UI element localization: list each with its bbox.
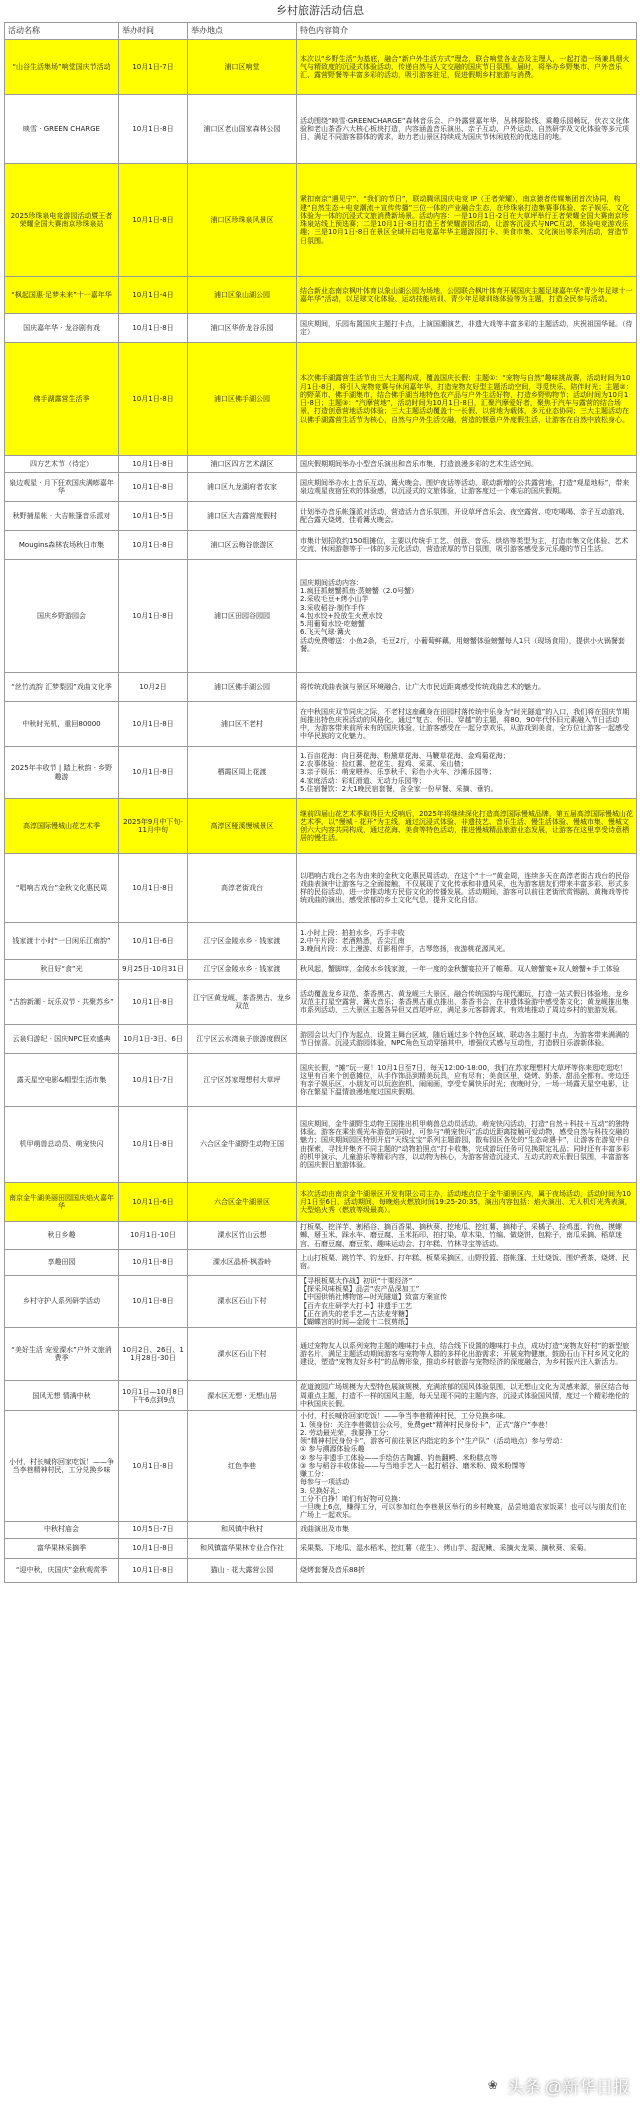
activity-description-cell: 国庆期间活动内容： 1.疯狂抓螃蟹抓鱼·蒸螃蟹（2.0号蟹） 2.采收毛豆+烤小山芋 3.采收稻谷·制作手作 4.包水饺+投放生火煮水饺 5.用葡萄水饺·吃螃蟹 6.飞天气球·篝火 活动免费赠送：小鱼2条，毛豆2斤，小葡萄鲜藕，用螃蟹体验螃蟹每人1只（现场食用），提供小火锅餐套餐。 bbox=[297, 560, 637, 673]
activity-description-cell: 市集计划招收约150组摊位，主要以传统手工艺、创意、音乐、烘焙等类型为主，打造市集文化体验、艺术交流、休闲游憩等于一体的多元化活动，营造浓厚的节日氛围，吸引游客感受多元乐趣的节日生活。 bbox=[297, 531, 637, 560]
activity-name-cell: 2025珍珠泉电竞游园活动暨王者荣耀全国大赛南京珍珠泉站 bbox=[5, 164, 119, 277]
activity-description-cell: 以唱响古戏台之名为由来的金秋文化惠民周活动，在这个“十一”黄金周，连续多天在高淳老街古戏台的民俗戏曲表演中让游客与之全面接触，不仅展现了文化传承和非遗风采，也为游客朋友们带来丰富多彩、形式多样的民俗活动，进一步推动地方民俗文化的传播发展。活动期间，游客可以前往老街欣赏锡剧、黄梅戏等传统戏曲的演出，感受浓郁的乡土文化气息，提升文化自信。 bbox=[297, 854, 637, 923]
activity-place-cell: 浦口区华侨龙谷乐园 bbox=[188, 314, 297, 343]
activity-place-cell: 六合区金牛湖景区 bbox=[188, 1183, 297, 1222]
table-row bbox=[5, 1328, 637, 1381]
activity-time-cell: 10月2日 bbox=[119, 673, 188, 702]
activity-name-cell: 秋日好“食”光 bbox=[5, 960, 119, 980]
toutiao-logo-icon: ❀ bbox=[483, 2075, 503, 2095]
table-row bbox=[5, 40, 637, 95]
activity-time-cell: 10月1日-8日 bbox=[119, 1558, 188, 1582]
activity-description-cell: 通过宠物友人以系列宠物主题的趣味打卡点，结合线下设置的趣味打卡点，成功打造“宠物友好村”的新型旅游名片，满足主题活动期间游客与宠物等人群的多样化出游需求；开展宠物健康，鼓励石山下村乡风文化的建设，塑造“宠物友好乡村”的品牌形象，推动乡村旅游与宠物经济的深度融合，为乡村振兴注入新活力。 bbox=[297, 1328, 637, 1381]
table-row bbox=[5, 1275, 637, 1328]
activity-name-cell: “古韵新潮 · 玩乐双节 · 共聚苏乡” bbox=[5, 980, 119, 1025]
table-row bbox=[5, 560, 637, 673]
activity-name-cell: 中秋村庙会 bbox=[5, 1521, 119, 1538]
page-title: 乡村旅游活动信息 bbox=[276, 4, 364, 17]
column-header-place: 举办地点 bbox=[188, 23, 297, 40]
table-row bbox=[5, 95, 637, 164]
activity-description-cell: 结合新业态南京枫叶体育以象山湖公园为场地，公园联合枫叶体育开展国庆主题足球嘉年华“青少年足球十一嘉年华”活动，以足球文化体验、运动技能培训、青少年足球训练体验等为主题，打造全民参与活动。 bbox=[297, 277, 637, 314]
table-row bbox=[5, 702, 637, 747]
watermark-text: @新华日报 bbox=[544, 2077, 630, 2097]
table-row bbox=[5, 1381, 637, 1411]
activity-time-cell: 10月1日-7日 bbox=[119, 40, 188, 95]
activity-name-cell: “美好生活 宠爱溧水”户外文旅消费季 bbox=[5, 1328, 119, 1381]
activity-place-cell: 浦口区云梅谷旅游区 bbox=[188, 531, 297, 560]
table-row bbox=[5, 1183, 637, 1222]
activity-place-cell: 溧水区石山下村 bbox=[188, 1275, 297, 1328]
activity-place-cell: 高淳老街戏台 bbox=[188, 854, 297, 923]
activity-name-cell: “迎中秋，庆国庆”金秋观赏季 bbox=[5, 1558, 119, 1582]
activity-description-cell: 戏曲演出及市集 bbox=[297, 1521, 637, 1538]
activity-name-cell: “丝竹流韵 汇梦梨园”戏曲文化季 bbox=[5, 673, 119, 702]
activity-time-cell: 10月1日-8日 bbox=[119, 164, 188, 277]
activity-name-cell: 四方艺术节（待定） bbox=[5, 456, 119, 473]
activity-place-cell: 高淳区桠溪慢城景区 bbox=[188, 799, 297, 854]
activity-time-cell: 10月1日-8日 bbox=[119, 1411, 188, 1521]
activity-description-cell: 国庆期间，金牛湖野生动物王国推出机甲萌兽总动员活动。萌宠快闪活动，打造“自然＋科技＋互动”的独特体验。游客在乘坐观光车游览的同时，可参与“萌宠快闪”活动近距离接触可爱动物，感受自然与科技交融的魅力；国庆期间园区特别开启“天线宝宝”系列主题游园，散布园区各处的“生态奇遇卡”，让游客在游览中自由探索，寻找并集齐不同主题的“动物拍照点”打卡收集，完成游玩任务可兑换限定礼品；同时还有丰富多彩的机甲演示、儿童游乐等精彩内容，以动物为核心，为游客营造沉浸式、互动式的欢乐假日氛围，丰富游客的国庆假日旅游体验。 bbox=[297, 1107, 637, 1183]
activity-description-cell: 【寻根板栗大作战】初识“十栗经济” 【探采风味板栗】品尝“农产品深加工” 【中国供销社博物馆—时光隧道】致富方案宣传 【百卉农庄研学大打卡】非遗手工艺 【正在消失的老手艺—古法麦芽糖】 【蝴蝶宫的时间—金陵十二钗剪纸】 bbox=[297, 1275, 637, 1328]
activity-place-cell: 栖霞区周上花渡 bbox=[188, 747, 297, 799]
activity-time-cell: 9月25日-10月31日 bbox=[119, 960, 188, 980]
activity-time-cell: 2025年9月中下旬-11月中旬 bbox=[119, 799, 188, 854]
activity-name-cell: 泉边观星 · 月下狂欢国庆满嘭嘉年华 bbox=[5, 473, 119, 502]
activity-place-cell: 浦口区佛手湖公园 bbox=[188, 343, 297, 456]
activity-place-cell: 溧水区无想 · 无想山居 bbox=[188, 1381, 297, 1411]
activity-table bbox=[4, 22, 637, 1583]
table-row bbox=[5, 277, 637, 314]
table-row bbox=[5, 456, 637, 473]
activity-description-cell: 继前四届山花艺术季取得巨大反响后，2025年将继续深化打造高淳国际慢城品牌，第五届高淳国际慢城山花艺术季，以“慢城 · 花开”为主线，通过沉浸式体验、非遗技艺、音乐生活、慢生活体验、慢城市集、慢城文创六大内容共同构成，通过花海、美食等特色活动，推进慢城精品旅游业态发展，让游客在这里享受诗意栖居的慢生活。 bbox=[297, 799, 637, 854]
activity-description-cell: 上山打板栗、跳竹竿、钓龙虾、打年糕、板栗采摘区，山野投篮、搭帐篷、土灶烧饭、围炉煮茶、烧烤、民宿。 bbox=[297, 1249, 637, 1275]
activity-time-cell: 10月2日、26日、11月28日-30日 bbox=[119, 1328, 188, 1381]
activity-place-cell: 江宁区黄龙岘、茶香黑古、龙乡双范 bbox=[188, 980, 297, 1025]
table-row bbox=[5, 1521, 637, 1538]
activity-name-cell: 秋野捕星帐 · 大吉帐篷音乐派对 bbox=[5, 502, 119, 531]
activity-time-cell: 10月1日-8日 bbox=[119, 560, 188, 673]
activity-name-cell: “枫起国惠·足梦未来”十一嘉年华 bbox=[5, 277, 119, 314]
activity-description-cell: 国庆期间举办水上音乐互动、篝火晚会、围炉夜话等活动，联动新增的公共露营地，打造“观星地标”，带来泉边观星夜宿狂欢的体验感，以沉浸式的文旅体验，让游客度过一个难忘的国庆假期。 bbox=[297, 473, 637, 502]
activity-description-cell: 活动覆盖龙乡双范、茶香黑古、黄龙岘三大景区，融合传统国韵与现代潮玩，打造一站式假日体验地，龙乡双范主打星空露营、篝火音乐；茶香黑古重点推出，茶香书会，在非遗体验游中感受茶文化；黄龙岘推出集市系列活动，三大景区主题各异但又首尾呼应，满足多元客群需求，有效地推动了周边乡村的旅游发展。 bbox=[297, 980, 637, 1025]
table-row bbox=[5, 531, 637, 560]
activity-place-cell: 江宁区金陵水乡 · 钱家渡 bbox=[188, 960, 297, 980]
activity-place-cell: 浦口区象山湖公园 bbox=[188, 277, 297, 314]
activity-name-cell: “唱响古戏台”金秋文化惠民周 bbox=[5, 854, 119, 923]
table-row bbox=[5, 1538, 637, 1558]
activity-time-cell: 10月1日-8日 bbox=[119, 1538, 188, 1558]
activity-description-cell: 烧烤套餐及音乐88折 bbox=[297, 1558, 637, 1582]
activity-time-cell: 10月1日-8日 bbox=[119, 314, 188, 343]
watermark-prefix: 头条 bbox=[506, 2077, 541, 2097]
table-row bbox=[5, 1411, 637, 1521]
activity-name-cell: 映雪 · GREEN CHARGE bbox=[5, 95, 119, 164]
activity-time-cell: 10月1日-3日、6日 bbox=[119, 1025, 188, 1054]
activity-description-cell: 花道渡园广场规模为大型特色展演规模，充满浓郁的国风体验氛围，以无想山文化为灵感来源，景区结合每周重点主题，打造不一样的国风主题，每天呈现不同的主题内容，沉浸式体验国风情，度过一个精彩绝伦的中秋国庆长假。 bbox=[297, 1381, 637, 1411]
activity-description-cell: 游园会以大门作为起点，设置主舞台区域，随后通过多个特色区域，联动各主题打卡点，为游客带来满满的节日惊喜。沉浸式游园体验，NPC角色互动穿插其中，增强仪式感与互动性，打造假日乐游新体验。 bbox=[297, 1025, 637, 1054]
activity-name-cell: 佛手湖露营生活季 bbox=[5, 343, 119, 456]
table-row bbox=[5, 960, 637, 980]
activity-description-cell: 国庆期间，乐园布置国庆主题打卡点，上演国潮演艺，非遗大戏等丰富多彩的主题活动，庆祝祖国华诞。（待定） bbox=[297, 314, 637, 343]
activity-place-cell: 江宁区金陵水乡 · 钱家渡 bbox=[188, 923, 297, 960]
activity-description-cell: 紧扣南京“遇见宁”、“我们的节日”，联动腾讯国庆电竞 IP（王者荣耀），南京猿者传媒集团首次协同，构建“自然生态＋电竞潮流＋宣传传播”三位一体的产业融合生态，在珍珠泉打造集赛事体验、亲子娱乐、文化体验为一体的沉浸式文旅消费新场景。活动内容：一是10月1日-2日在大草坪举行王者荣耀全国大赛南京珍珠泉站线上预选赛；二是10月1日-8日打造王者荣耀游园活动，让游客沉浸式与NPC互动，体验电竞游戏乐趣；三是10月1日-8日在景区全域开启电竞嘉年华主题游园打卡、美食市集、文化演出等系列活动，营造节日氛围。 bbox=[297, 164, 637, 277]
table-row bbox=[5, 799, 637, 854]
table-row bbox=[5, 854, 637, 923]
column-header-name: 活动名称 bbox=[5, 23, 119, 40]
activity-time-cell: 10月1日-8日 bbox=[119, 95, 188, 164]
activity-name-cell: 小付，村长喊你回家吃饭！——争当李巷精神村民，工分兑换乡味 bbox=[5, 1411, 119, 1521]
activity-place-cell: 和风镇中秋村 bbox=[188, 1521, 297, 1538]
activity-time-cell: 10月1日-8日 bbox=[119, 531, 188, 560]
activity-description-cell: 本次活动由南京金牛湖景区开发有限公司主办，活动地点位于金牛湖景区内，属于夜场活动，活动时间为10月1日至6日，活动期间，每晚焰火燃放时间19:25-20:35，演出内容包括：焰火演出、无人机灯光秀表演，大型焰火秀（燃放等级最高）。 bbox=[297, 1183, 637, 1222]
activity-place-cell: 溧水区晶桥·枫香岭 bbox=[188, 1249, 297, 1275]
activity-time-cell: 10月1日-8日 bbox=[119, 473, 188, 502]
activity-description-cell: 秋风起，蟹脚痒，金陵水乡钱家渡，一年一度的金秋蟹宴拉开了帷幕。双人螃蟹宴+双人螃蟹+手工体验 bbox=[297, 960, 637, 980]
activity-description-cell: 计划举办音乐帐篷派对活动，营造活力音乐氛围，开设草坪音乐会、夜空露营、吃吃喝喝、亲子互动游戏、配合露天烧烤，佳肴篝火晚会。 bbox=[297, 502, 637, 531]
activity-description-cell: 在中秋国庆双节同庆之际，不老村这座藏身在田园村落传统中乐身为“时光隧道”的入口，我们将在国庆节期间推出特色庆祝活动的风格化，通过“复古、怀旧、穿越”的主题，将80、90年代怀旧元素融入节日活动中，为游客带来前所未有的国庆体验，让游客感受在一起分享欢乐，从游戏到美食，全方位让游客一起感受中华民族的文化魅力。 bbox=[297, 702, 637, 747]
activity-place-cell: 浦口区响堂 bbox=[188, 40, 297, 95]
activity-name-cell: 机甲萌兽总动员、萌宠快闪 bbox=[5, 1107, 119, 1183]
table-row bbox=[5, 1558, 637, 1582]
table-header-row bbox=[5, 23, 637, 40]
table-row bbox=[5, 502, 637, 531]
table-row bbox=[5, 343, 637, 456]
activity-name-cell: 富华果林采摘季 bbox=[5, 1538, 119, 1558]
activity-description-cell: 活动围绕“映雪·GREENCHARGE”森林音乐会、户外露营嘉年华，丛林探险线、乘趣乐园畅玩，伏衣文化体验和老山茶香六大核心板块打造，内容涵盖音乐演出、亲子互动、户外运动、自然研学及文化体验等多元项目，满足不同游客群体的需求，助力老山景区持续成为国庆节休闲放松的优选目的地。 bbox=[297, 95, 637, 164]
activity-place-cell: 浦口区珍珠泉风景区 bbox=[188, 164, 297, 277]
table-row bbox=[5, 747, 637, 799]
activity-name-cell: 享趣田园 bbox=[5, 1249, 119, 1275]
table-row bbox=[5, 1249, 637, 1275]
activity-time-cell: 10月1日-8日 bbox=[119, 854, 188, 923]
table-row bbox=[5, 923, 637, 960]
activity-time-cell: 10月1日-8日 bbox=[119, 747, 188, 799]
activity-place-cell: 浦口区大吉露营度假村 bbox=[188, 502, 297, 531]
activity-time-cell: 10月1日-8日 bbox=[119, 1275, 188, 1328]
activity-name-cell: “山谷生活集场”响堂国庆节活动 bbox=[5, 40, 119, 95]
activity-name-cell: 秋日乡趣 bbox=[5, 1222, 119, 1250]
activity-time-cell: 10月1日—10月8日下午6点到9点 bbox=[119, 1381, 188, 1411]
table-row bbox=[5, 980, 637, 1025]
activity-name-cell: 乡村守护人系列研学活动 bbox=[5, 1275, 119, 1328]
activity-name-cell: 国风无想 情满中秋 bbox=[5, 1381, 119, 1411]
activity-place-cell: 浦口区九龙湖府者农家 bbox=[188, 473, 297, 502]
activity-time-cell: 10月1日-8日 bbox=[119, 343, 188, 456]
column-header-time: 举办时间 bbox=[119, 23, 188, 40]
activity-place-cell: 浦口区四方艺术湖区 bbox=[188, 456, 297, 473]
activity-name-cell: 2025年丰收节 | 踏上秋韵 · 乡野趣游 bbox=[5, 747, 119, 799]
column-header-description: 特色内容简介 bbox=[297, 23, 637, 40]
activity-description-cell: 采果梨、下地瓜、湿水稻米、挖红薯（花生）、烤山芋、捉泥鳅、采摘火龙果、摘秋葵、采菊。 bbox=[297, 1538, 637, 1558]
table-row bbox=[5, 673, 637, 702]
activity-description-cell: 本次佛手湖露营生活节由三大主题构成，覆盖国庆长假：主题①：“宠物与自然”趣味挑战赛，活动时间为10月1日-8日，将引入宠物竞赛与休闲嘉年华，打造宠物友好型主题活动空间，寻觅快乐、陪伴时光；主题②：的野菜市、佛手湖集市，结合佛手湖当地特色农产品与户外生活好物，打造乡野购物节；活动时间为10月1日-8日；主题③：“汽摩营地”，活动时间为10月1日-8日，汇聚汽摩爱好者，聚焦于汽车与露营的结合场景，打造创意营地活动体验；三大主题活动覆盖十一长假，以营地为载体，多元业态协同；三大主题活动在以佛手湖露营生活节为核心，自然与户外生活交融，营造的惬意户外度假生活，让游客在自然中放松身心。 bbox=[297, 343, 637, 456]
activity-time-cell: 10月1日-8日 bbox=[119, 702, 188, 747]
activity-time-cell: 10月1日-8日 bbox=[119, 980, 188, 1025]
activity-time-cell: 10月1日-6日 bbox=[119, 923, 188, 960]
activity-name-cell: Mougins森林农场秋日市集 bbox=[5, 531, 119, 560]
activity-place-cell: 和风镇富华果林专业合作社 bbox=[188, 1538, 297, 1558]
activity-name-cell: 钱家渡十小时“一日闲乐江南韵” bbox=[5, 923, 119, 960]
activity-place-cell: 猫山 · 花大露营公园 bbox=[188, 1558, 297, 1582]
activity-place-cell: 浦口区不老村 bbox=[188, 702, 297, 747]
table-row bbox=[5, 473, 637, 502]
activity-place-cell: 江宁区苏家理想村大草坪 bbox=[188, 1054, 297, 1107]
activity-description-cell: 1.百亩花海：向日葵花海、粉黛草花海、马鞭草花海、金鸡菊花海； 2.农事体验：捡红薯、挖花生、捉鸡、采菜、采山楂； 3.亲子娱乐：萌宠喂养、乐享秋千、彩色小火车、沙滩乐园等； 4.家庭活动：彩虹滑道、无动力乐园等； 5.住宿餐饮：2大1晚民宿套餐，含全家一份早餐、采摘、垂钓。 bbox=[297, 747, 637, 799]
table-row bbox=[5, 1222, 637, 1250]
activity-time-cell: 10月1日-6日 bbox=[119, 1183, 188, 1222]
activity-time-cell: 10月5日-7日 bbox=[119, 1521, 188, 1538]
activity-time-cell: 10月1日-8日 bbox=[119, 456, 188, 473]
activity-description-cell: 1.小时上段：拍拍水乡，巧手丰收 2.中午片段：老酒熟悉，舌尖江南 3.晚间片段：水上漫游、灯影相伴手，古琴悠扬，夜游桃花源风光。 bbox=[297, 923, 637, 960]
activity-name-cell: 南京金牛湖美丽田园国庆焰火嘉年华 bbox=[5, 1183, 119, 1222]
table-row bbox=[5, 314, 637, 343]
table-row bbox=[5, 1107, 637, 1183]
activity-name-cell: 露天星空电影&帽型生活市集 bbox=[5, 1054, 119, 1107]
activity-name-cell: 国庆乡野游园会 bbox=[5, 560, 119, 673]
activity-description-cell: 小付，村长喊你回家吃饭！——争当李巷精神村民，工分兑换乡味。 1. 领身份：关注李巷微信公众号，免费get“精神村民身份卡”，正式“落户”李巷！ 2. 劳动最光荣，我要挣工分： 领“精神村民身份卡”，游客可前往景区内指定的多个“生产队”（活动地点）参与劳动： ① 参与溯源体验乐趣 ② 参与非遗手工体验——手绘仿古陶罐、钓鱼翻鳄、米粉糕点等 ③ 参与稻谷丰收体验——与当地手艺人一起打稻谷、磨米粉、做米粉馃等 赚工分： 每参与一项活动 3. 兑换好礼： 工分不白挣！咱们有好物可兑换： 一旦晚上6点，赚得工分，可以参加红色李巷景区举行的乡村晚宴，品尝地道农家饭菜！也可以与朋友们在广场上一起欢乐。 bbox=[297, 1411, 637, 1521]
activity-time-cell: 10月1日-8日 bbox=[119, 1249, 188, 1275]
table-row bbox=[5, 164, 637, 277]
activity-time-cell: 10月1日-8日 bbox=[119, 1107, 188, 1183]
activity-time-cell: 10月1日-4日 bbox=[119, 277, 188, 314]
activity-description-cell: 打板栗、挖洋芋、割稻谷、摘百香果、摘秋葵、挖地瓜、挖红薯、摘柿子、采橘子、捡鸡蛋、钓鱼、摸螺蛳、掰玉米、踩水车、磨豆腐、玉米拓印、拍打染、草木染、竹编、做烧饼、包粽子，南瓜采摘、稻草迷宫、石磨豆腐、磨豆浆、趣味运动会、打年糕、竹林寻宝等活动。 bbox=[297, 1222, 637, 1250]
activity-name-cell: 高淳国际慢城山花艺术季 bbox=[5, 799, 119, 854]
activity-place-cell: 浦口区田园谷园园 bbox=[188, 560, 297, 673]
activity-name-cell: 云泉归游纪 · 国庆NPC狂欢盛典 bbox=[5, 1025, 119, 1054]
activity-place-cell: 浦口区佛手湖公园 bbox=[188, 673, 297, 702]
activity-name-cell: 国庆嘉年华 · 龙谷剧有戏 bbox=[5, 314, 119, 343]
activity-time-cell: 10月1日-5日 bbox=[119, 502, 188, 531]
activity-place-cell: 红色李巷 bbox=[188, 1411, 297, 1521]
watermark bbox=[483, 2073, 630, 2097]
activity-description-cell: 本次以“乡野生活”为基底，融合“新户外生活方式”理念，联合响堂各业态及主理人，一起打造一场兼具烟火气与精致度的沉浸式体验活动，传递自然与人文交融的国庆节日氛围。届时，将举办乡野集市、户外音乐汇、露营野餐等丰富多彩的活动，吸引游客驻足，促进假期乡村旅游与消费。 bbox=[297, 40, 637, 95]
activity-description-cell: 国庆假期期间举办小型音乐演出和音乐市集，打造浪漫多彩的艺术生活空间。 bbox=[297, 456, 637, 473]
activity-place-cell: 溧水区石山下村 bbox=[188, 1328, 297, 1381]
activity-time-cell: 10月1日-10日 bbox=[119, 1222, 188, 1250]
activity-description-cell: 将传统戏曲表演与景区环境融合，让广大市民近距离感受传统戏曲艺术的魅力。 bbox=[297, 673, 637, 702]
activity-name-cell: 中秋时光机，重回80000 bbox=[5, 702, 119, 747]
activity-description-cell: 国庆长假，“摊”玩一夏！10月1日至7日，每天12:00-18:00，我们在苏家理想村大草坪等你来逛吃逛吃！这里有百来个创意摊位，从手作饰品到精美玩具，应有尽有；美食区里，烧烤、奶茶、甜品全都有。旁边还有亲子娱乐区，小朋友可以玩泡泡机、闹闹画，享受专属快乐时光；夜晚时分，一场一场露天星空电影，让你在繁星下温情浪漫地度过国庆假期。 bbox=[297, 1054, 637, 1107]
activity-place-cell: 溧水区竹山云想 bbox=[188, 1222, 297, 1250]
activity-place-cell: 浦口区老山国家森林公园 bbox=[188, 95, 297, 164]
activity-place-cell: 六合区金牛湖野生动物王国 bbox=[188, 1107, 297, 1183]
table-row bbox=[5, 1054, 637, 1107]
activity-place-cell: 江宁区云水湾泉子旅游度假区 bbox=[188, 1025, 297, 1054]
activity-time-cell: 10月1日-7日 bbox=[119, 1054, 188, 1107]
table-row bbox=[5, 1025, 637, 1054]
